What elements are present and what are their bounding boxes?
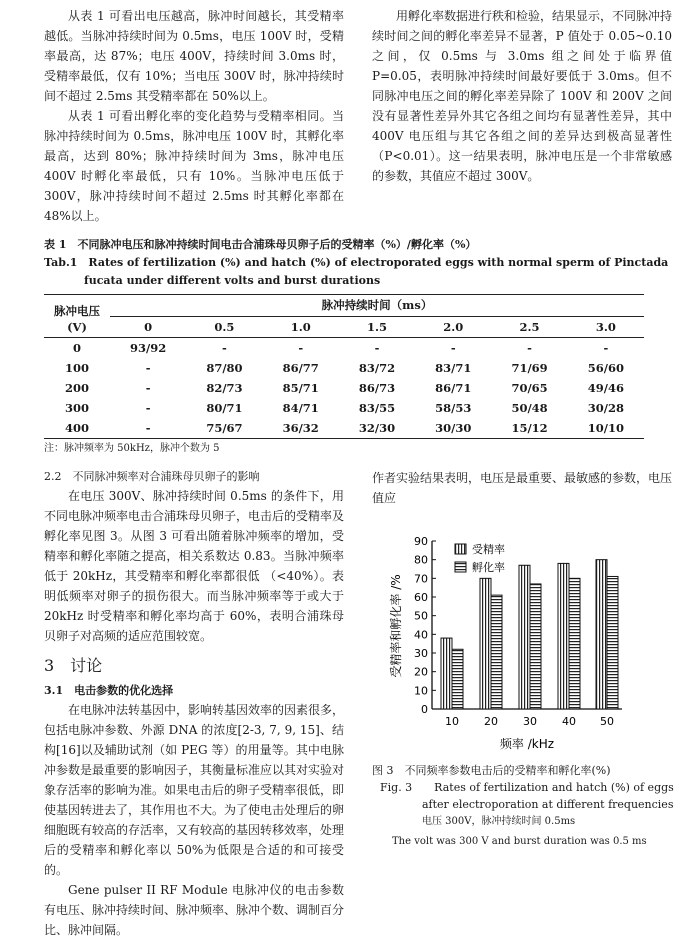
table-cell: 85/71 <box>282 381 319 395</box>
figure-caption-cn: 图 3 不同频率参数电击后的受精率和孵化率(%) <box>372 764 611 777</box>
table-cell: - <box>145 381 151 395</box>
column-header: 2.0 <box>415 316 491 338</box>
table-cell: 86/77 <box>282 361 319 375</box>
voltage-cell: 0 <box>72 341 81 355</box>
table-cell: 83/71 <box>435 361 472 375</box>
y-tick-label: 10 <box>414 684 428 698</box>
x-tick-label: 30 <box>523 715 537 728</box>
bar-fertilization <box>441 638 452 709</box>
paragraph-voltage-conclusion: 作者实验结果表明，电压是最重要、最敏感的参数，电压值应 <box>372 471 673 505</box>
section-2-2-paragraph: 在电压 300V、脉冲持续时间 0.5ms 的条件下，用不同电脉冲频率电击合浦珠母贝卵子，电击后的受精率及孵化率见图 3。从图 3 可看出随着脉冲频率的增加，受精率和孵化率随之提高，相关系数达 0.83。当脉冲频率低于 20kHz，其受精率和孵化率都很低 （<40%）。表明低频率对卵子的损伤很大。而当脉冲频率等于或大于 20kHz 时受精率和孵化率均高于 60%，表明合浦珠母贝卵子对高频的适应范围较宽。 <box>44 489 345 643</box>
x-tick-label: 50 <box>600 715 614 728</box>
bar-fertilization <box>596 560 607 709</box>
chart-y-label: 受精率和孵化率 /% <box>389 574 403 678</box>
bar-hatch <box>491 595 502 709</box>
bar-hatch <box>607 576 618 709</box>
column-header: 3.0 <box>568 316 644 338</box>
column-group-header: 脉冲持续时间（ms） <box>110 295 644 317</box>
legend-swatch <box>455 562 466 572</box>
table-cell: 82/73 <box>206 381 243 395</box>
column-header: 1.0 <box>263 316 339 338</box>
bar-hatch <box>569 578 580 709</box>
table-cell: 15/12 <box>511 421 548 435</box>
legend-swatch <box>455 544 466 554</box>
section-3-1-paragraph-2: Gene pulser II RF Module 电脉冲仪的电击参数有电压、脉冲持续时间、脉冲频率、脉冲个数、调制百分比、脉冲间隔。 <box>44 883 345 937</box>
paragraph-results-fertilization: 从表 1 可看出电压越高，脉冲时间越长，其受精率越低。当脉冲持续时间为 0.5ms，电压 100V 时，受精率最高，达 87%；电压 400V，持续时间 3.0ms 时，受精率最低，仅有 10%；当电压 300V 时，脉冲持续时间不超过 2.5ms 其受精率都在 50%以上。 <box>44 9 344 103</box>
legend-label: 受精率 <box>472 543 505 556</box>
x-tick-label: 10 <box>445 715 459 728</box>
y-tick-label: 70 <box>414 572 428 586</box>
table-cell: - <box>450 341 456 355</box>
table-cell: 83/55 <box>358 401 396 415</box>
table-cell: 86/73 <box>358 381 396 395</box>
section-3-heading: 3 讨论 <box>44 656 103 675</box>
table-note: 注：脉冲频率为 50kHz，脉冲个数为 5 <box>44 443 220 454</box>
table-cell: 56/60 <box>587 361 624 375</box>
figure-caption-en-3: The volt was 300 V and burst duration was 0.5 ms <box>392 836 647 847</box>
table-cell: 80/71 <box>206 401 243 415</box>
bar-fertilization <box>558 563 569 709</box>
table-cell: 87/80 <box>206 361 243 375</box>
table-title-cn: 表 1 不同脉冲电压和脉冲持续时间电击合浦珠母贝卵子后的受精率（%）/孵化率（%） <box>44 238 477 251</box>
table-cell: - <box>374 341 380 355</box>
top-section <box>44 6 672 226</box>
table-cell: 83/72 <box>358 361 396 375</box>
paragraph-results-hatch: 从表 1 可看出孵化率的变化趋势与受精率相同。当脉冲持续时间为 0.5ms，脉冲电压 100V 时，其孵化率最高，达到 80%；脉冲持续时间为 3ms，脉冲电压 400V 时孵化率最低，只有 10%。当脉冲电压低于 300V，脉冲持续时间不超过 2.5ms 时其孵化率都在 48%以上。 <box>44 109 344 223</box>
table-1 <box>44 294 644 439</box>
bar-fertilization <box>480 578 491 709</box>
table-cell: 50/48 <box>511 401 548 415</box>
table-cell: 32/30 <box>358 421 396 435</box>
figure-3-bar-chart <box>372 526 672 758</box>
row-header <box>44 295 110 338</box>
table-cell: 93/92 <box>130 341 167 355</box>
y-tick-label: 20 <box>414 665 428 679</box>
paragraph-rank-sum-test: 用孵化率数据进行秩和检验，结果显示，不同脉冲持续时间之间的孵化率差异不显著，P 值处于 0.05~0.10 之间，仅 0.5ms 与 3.0ms 组之间处于临界值 P=0.05，表明脉冲持续时间最好要低于 3.0ms。但不同脉冲电压之间的孵化率差异除了 100V 和 200V 之间没有显著性差异外其它各组之间均有显著性差异，其中 400V 电压组与其它各组之间的差异达到极高显著性（P<0.01）。这一结果表明，脉冲电压是一个非常敏感的参数，其值应不超过 300V。 <box>372 9 673 183</box>
table-cell: 49/46 <box>587 381 624 395</box>
bottom-section <box>44 456 672 940</box>
table-cell: 30/30 <box>435 421 472 435</box>
table-cell: - <box>145 401 151 415</box>
section-3-1-heading: 3.1 电击参数的优化选择 <box>44 684 174 697</box>
y-tick-label: 50 <box>414 609 428 623</box>
table-cell: 75/67 <box>206 421 243 435</box>
legend-label: 孵化率 <box>472 561 505 574</box>
table-title-en: Tab.1 Rates of fertilization (%) and hatch (%) of electroporated eggs with normal sperm of Pinctada fucata under different volts and burst durations <box>44 256 669 287</box>
table-cell: 86/71 <box>435 381 472 395</box>
table-cell: - <box>603 341 609 355</box>
table-row <box>44 418 644 439</box>
voltage-cell: 200 <box>64 381 89 395</box>
bar-hatch <box>530 584 541 709</box>
right-column-top <box>372 6 672 226</box>
table-cell: - <box>222 341 227 355</box>
column-header: 2.5 <box>491 316 567 338</box>
bar-hatch <box>452 649 463 709</box>
table-cell: - <box>145 421 151 435</box>
table-cell: 84/71 <box>282 401 319 415</box>
table-cell: - <box>298 341 304 355</box>
table-row <box>44 338 644 359</box>
voltage-cell: 400 <box>64 421 89 435</box>
table-row <box>44 398 644 418</box>
row-header-label: 脉冲电压 <box>54 304 100 318</box>
table-row <box>44 378 644 398</box>
table-cell: 30/28 <box>587 401 624 415</box>
voltage-cell: 100 <box>64 361 89 375</box>
x-tick-label: 20 <box>484 715 498 728</box>
y-tick-label: 30 <box>414 647 428 660</box>
y-tick-label: 0 <box>421 703 428 716</box>
column-header: 1.5 <box>339 316 415 338</box>
table-cell: - <box>145 361 151 375</box>
chart-x-label: 频率 /kHz <box>499 737 555 751</box>
table-cell: 71/69 <box>511 361 548 375</box>
row-header-unit: (V) <box>67 320 87 334</box>
column-header: 0.5 <box>186 316 262 338</box>
y-tick-label: 90 <box>414 535 428 548</box>
figure-caption-en-2: after electroporation at different frequencies <box>422 798 674 811</box>
y-tick-label: 40 <box>414 628 428 642</box>
right-column-bottom <box>372 456 672 940</box>
column-header: 0 <box>110 316 186 338</box>
table-cell: - <box>527 341 532 355</box>
left-column-top <box>44 6 344 226</box>
table-cell: 58/53 <box>435 401 472 415</box>
table-row <box>44 358 644 378</box>
voltage-cell: 300 <box>64 401 89 415</box>
x-tick-label: 40 <box>562 715 576 728</box>
bar-fertilization <box>519 565 530 709</box>
table-cell: 70/65 <box>511 381 548 395</box>
table-cell: 10/10 <box>587 421 624 435</box>
figure-caption-cn-2: 电压 300V，脉冲持续时间 0.5ms <box>422 816 576 827</box>
section-2-2-heading: 2.2 不同脉冲频率对合浦珠母贝卵子的影响 <box>44 470 260 483</box>
section-3-1-paragraph: 在电脉冲法转基因中，影响转基因效率的因素很多，包括电脉冲参数、外源 DNA 的浓度[2-3, 7, 9, 15]、结构[16]以及辅助试剂（如 PEG 等）的用量等。其中电脉冲参数是最重要的影响因子，其衡量标准应以其对实验对象存活率的影响为准。如果电击后的卵子受精率很低，即使基因转进去了，其作用也不大。为了使电击处理后的卵细胞既有较高的存活率，又有较高的基因转移效率，处理后的受精率和孵化率以 50%为低限是合适的和可接受的。 <box>44 703 345 877</box>
table-1-block <box>44 236 672 456</box>
y-tick-label: 60 <box>414 591 428 604</box>
table-cell: 36/32 <box>282 421 319 435</box>
left-column-bottom <box>44 456 344 940</box>
figure-caption-en-1: Fig. 3 Rates of fertilization and hatch (%) of eggs <box>380 781 674 794</box>
y-tick-label: 80 <box>414 553 428 567</box>
